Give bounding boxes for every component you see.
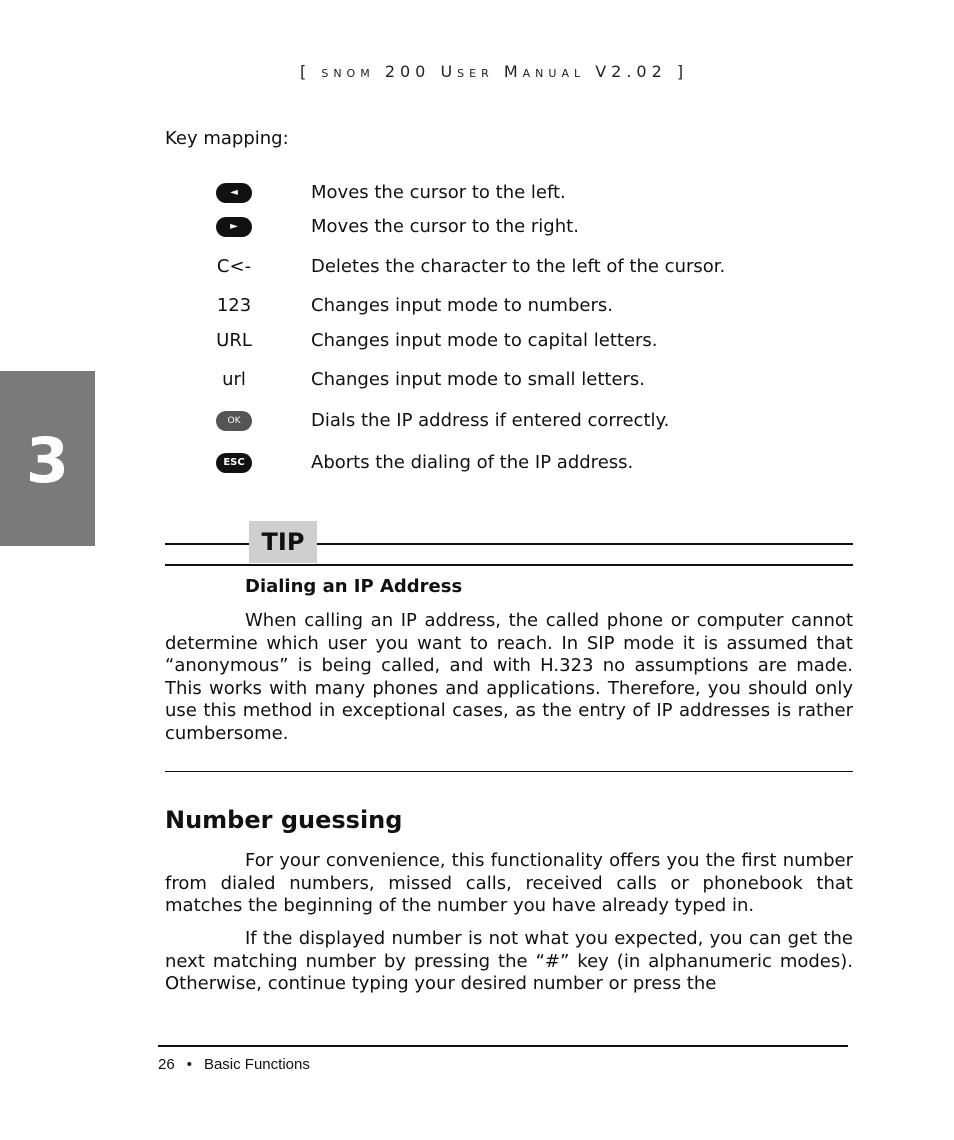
tip-rule-bottom — [165, 564, 853, 566]
key-row-small — [0, 368, 954, 398]
key-row-capitals — [0, 329, 954, 359]
key-row-left — [0, 181, 954, 211]
tip-body: When calling an IP address, the called phone or computer cannot determine which user you want to reach. In SIP mode it is assumed that “anonymous” is being called, and with H.323 no assumptions are made. This works with many phones and applications. Therefore, you should only use this method in exceptional cases, as the entry of IP addresses is rather cumbersome. — [165, 610, 853, 744]
right-arrow-key-icon: ► — [210, 215, 258, 239]
key-description: Deletes the character to the left of the cursor. — [311, 256, 726, 277]
section-heading: Number guessing — [165, 806, 403, 834]
tip-rule-left — [165, 543, 249, 545]
key-row-numbers — [0, 294, 954, 324]
esc-key-icon: ESC — [210, 451, 258, 475]
tip-end-divider — [165, 771, 853, 772]
key-description: Aborts the dialing of the IP address. — [311, 452, 634, 473]
section-paragraph: If the displayed number is not what you expected, you can get the next matching number by pressing the “#” key (in alphanumeric modes). Otherwise, continue typing your desired number or press the — [165, 928, 853, 994]
key-row-right — [0, 215, 954, 245]
chapter-number: 3 — [25, 424, 70, 497]
tip-title: Dialing an IP Address — [245, 576, 463, 597]
footer-bullet: • — [186, 1056, 192, 1073]
key-row-ok — [0, 409, 954, 439]
key-description: Changes input mode to small letters. — [311, 369, 646, 390]
left-arrow-key-icon: ◄ — [210, 181, 258, 205]
key-description: Dials the IP address if entered correctly. — [311, 410, 670, 431]
tip-rule-right — [317, 543, 853, 545]
key-label: url — [222, 369, 246, 390]
footer-section-name: Basic Functions — [203, 1056, 310, 1073]
key-description: Changes input mode to numbers. — [311, 295, 613, 316]
page-footer — [158, 1056, 310, 1073]
tip-label: TIP — [249, 521, 317, 563]
key-description: Moves the cursor to the left. — [311, 182, 566, 203]
chapter-tab — [0, 371, 95, 546]
running-header: [ SNOM 200 USER MANUAL V2.02 ] — [300, 62, 689, 81]
key-label: URL — [216, 330, 252, 351]
key-description: Changes input mode to capital letters. — [311, 330, 658, 351]
key-row-esc — [0, 451, 954, 481]
ok-key-icon: OK — [210, 409, 258, 433]
key-mapping-intro: Key mapping: — [165, 128, 289, 149]
key-row-backspace — [0, 255, 954, 285]
footer-divider — [158, 1045, 848, 1047]
key-label: C<- — [216, 256, 252, 277]
key-description: Moves the cursor to the right. — [311, 216, 579, 237]
section-paragraph: For your convenience, this functionality offers you the first number from dialed numbers, missed calls, received calls or phonebook that matches the beginning of the number you have already typed in. — [165, 850, 853, 916]
key-label: 123 — [216, 295, 252, 316]
page-number: 26 — [158, 1056, 175, 1073]
